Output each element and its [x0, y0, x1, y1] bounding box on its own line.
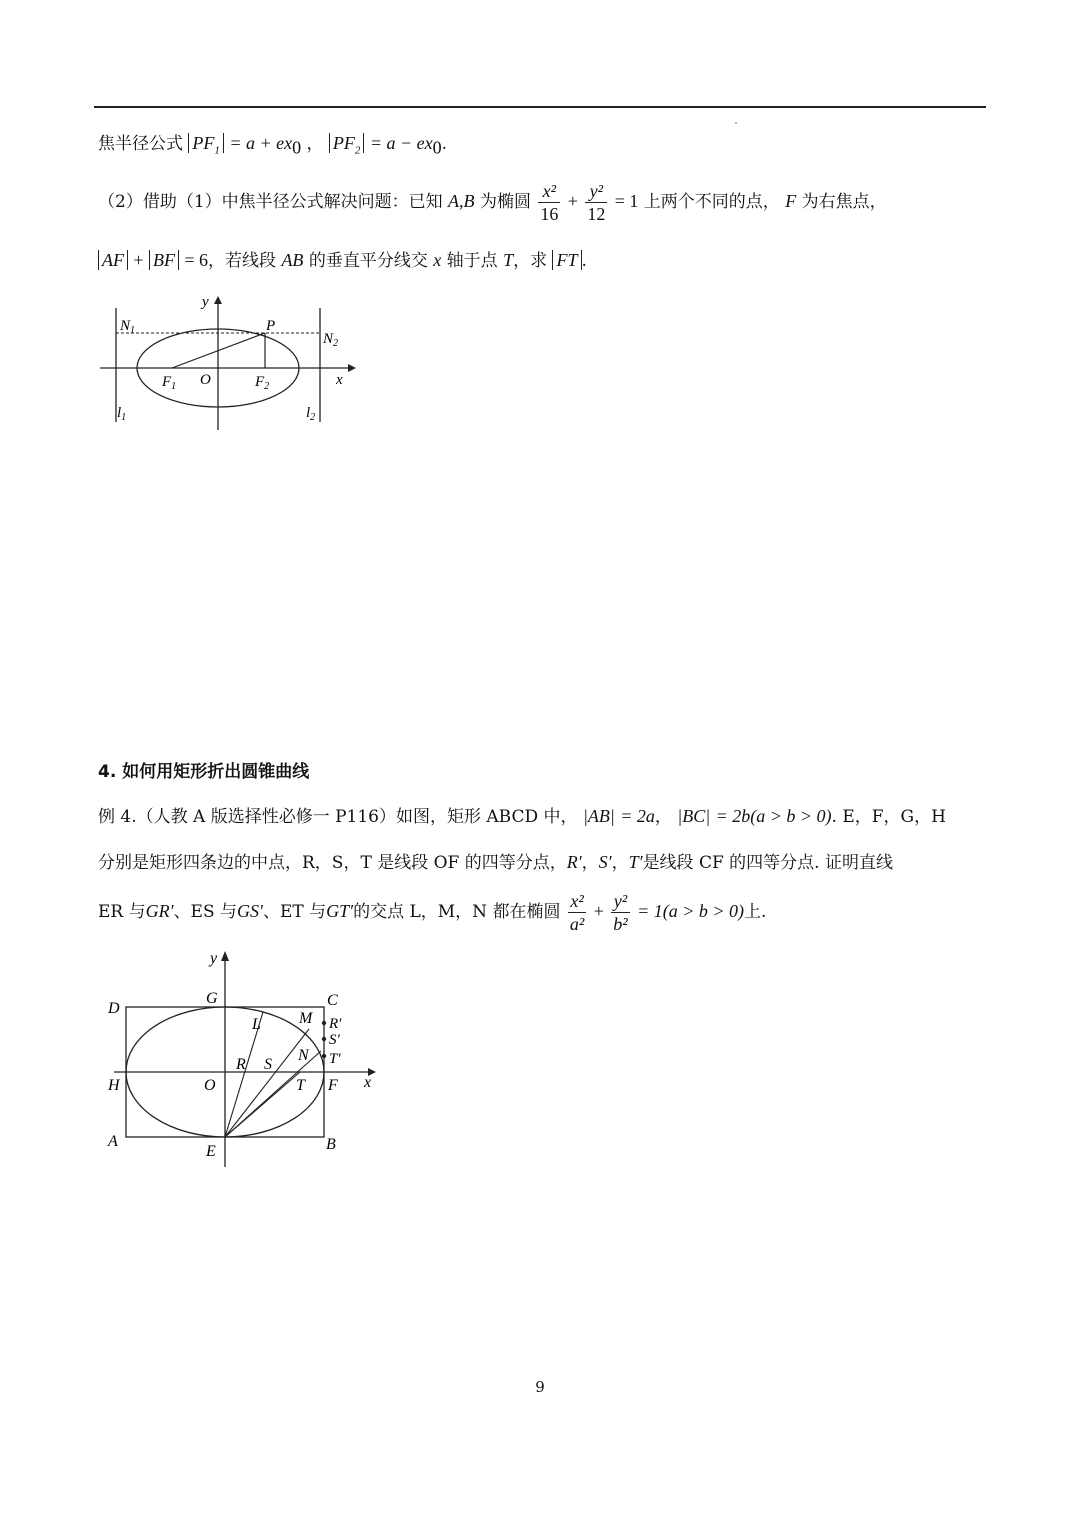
- label-f2: $F_2$: [255, 374, 270, 392]
- label-l: L: [252, 1016, 261, 1033]
- label-x: x: [336, 372, 343, 388]
- question-2-condition-line: AF + BF = 6，若线段 AB 的垂直平分线交 x 轴于点 T，求 FT .: [98, 248, 587, 273]
- label-r-prime: R′: [329, 1016, 342, 1032]
- pf2-expression: = a − ex: [369, 133, 433, 153]
- fraction-x-16: $\frac{\text{x²}}{16}$: [540, 181, 559, 224]
- formula-label: 焦半径公式: [98, 134, 183, 154]
- speck: [735, 122, 737, 124]
- rectangle-fold-figure: [100, 945, 390, 1170]
- label-c: C: [327, 992, 338, 1009]
- abs-ft: FT: [552, 250, 581, 270]
- example-4-line-2: 分别是矩形四条边的中点，R，S，T 是线段 OF 的四等分点，R′，S′，T′是线段 CF 的四等分点. 证明直线: [98, 852, 893, 873]
- fraction-x-a2: $\frac{\text{x²}}{\text{a²}}$: [569, 891, 585, 934]
- point-t-prime: [322, 1054, 326, 1058]
- label-t: T: [296, 1077, 305, 1094]
- pf1-expression: = a + ex: [229, 133, 293, 153]
- label-m: M: [299, 1010, 313, 1027]
- label-g: G: [206, 990, 218, 1007]
- label-n1: $N_1$: [120, 318, 136, 336]
- fraction-y-12: $\frac{\text{y²}}{12}$: [587, 181, 606, 224]
- focal-radius-formula-line: 焦半径公式 $PF_1 = a + ex_0$ ， $PF_2 = a - ex_0$.: [98, 133, 447, 158]
- header-rule: [94, 106, 986, 108]
- label-o: O: [200, 372, 211, 388]
- abs-af: AF: [98, 250, 128, 270]
- label-a: A: [108, 1133, 118, 1150]
- point-r-prime: [322, 1021, 326, 1025]
- label-e: E: [206, 1143, 216, 1160]
- label-p: P: [266, 318, 276, 334]
- label-y: y: [202, 294, 209, 310]
- y-arrow: [221, 951, 229, 961]
- ellipse-directrix-figure: [90, 290, 370, 435]
- line-e-t: [225, 1072, 300, 1137]
- label-b: B: [326, 1136, 336, 1153]
- section-4-heading: 4. 如何用矩形折出圆锥曲线: [98, 762, 310, 782]
- label-y: y: [210, 950, 218, 967]
- y-arrow: [214, 296, 222, 304]
- abs-bf: BF: [149, 250, 179, 270]
- label-f: F: [328, 1077, 338, 1094]
- label-h: H: [108, 1077, 120, 1094]
- abs-pf1: $PF_1$: [188, 133, 224, 153]
- example-4-line-3: ER 与GR′、ES 与GS′、ET 与GT′的交点 L，M，N 都在椭圆 $\frac{\text{x²}}{\text{a²}}$ + $\frac{\text{y²}}{\text{b²}}$ = 1(a > b > 0)上.: [98, 891, 767, 934]
- x-arrow: [348, 364, 356, 372]
- label-l1: $l_1$: [117, 405, 127, 423]
- label-o: O: [204, 1077, 216, 1094]
- label-r: R: [236, 1056, 246, 1073]
- point-s-prime: [322, 1037, 326, 1041]
- label-s-prime: S′: [329, 1032, 340, 1048]
- abs-pf2: $PF_2$: [329, 133, 365, 153]
- label-x: x: [364, 1074, 372, 1091]
- label-s: S: [264, 1056, 272, 1073]
- label-n2: $N_2$: [323, 331, 339, 349]
- label-t-prime: T′: [329, 1051, 341, 1067]
- label-l2: $l_2$: [306, 405, 316, 423]
- label-n: N: [298, 1047, 309, 1064]
- label-d: D: [108, 1000, 120, 1017]
- page-number: 9: [535, 1378, 545, 1396]
- label-f1: $F_1$: [162, 374, 177, 392]
- question-2-line: （2）借助（1）中焦半径公式解决问题：已知 A,B 为椭圆 $\frac{\text{x²}}{16}$ + $\frac{\text{y²}}{12}$ = 1 上两个不同的点， F 为右焦点，: [98, 181, 887, 224]
- fraction-y-b2: $\frac{\text{y²}}{\text{b²}}$: [613, 891, 628, 934]
- example-4-line-1: 例 4.（人教 A 版选择性必修一 P116）如图，矩形 ABCD 中， |AB| = 2a， |BC| = 2b(a > b > 0). E，F，G，H: [98, 806, 946, 827]
